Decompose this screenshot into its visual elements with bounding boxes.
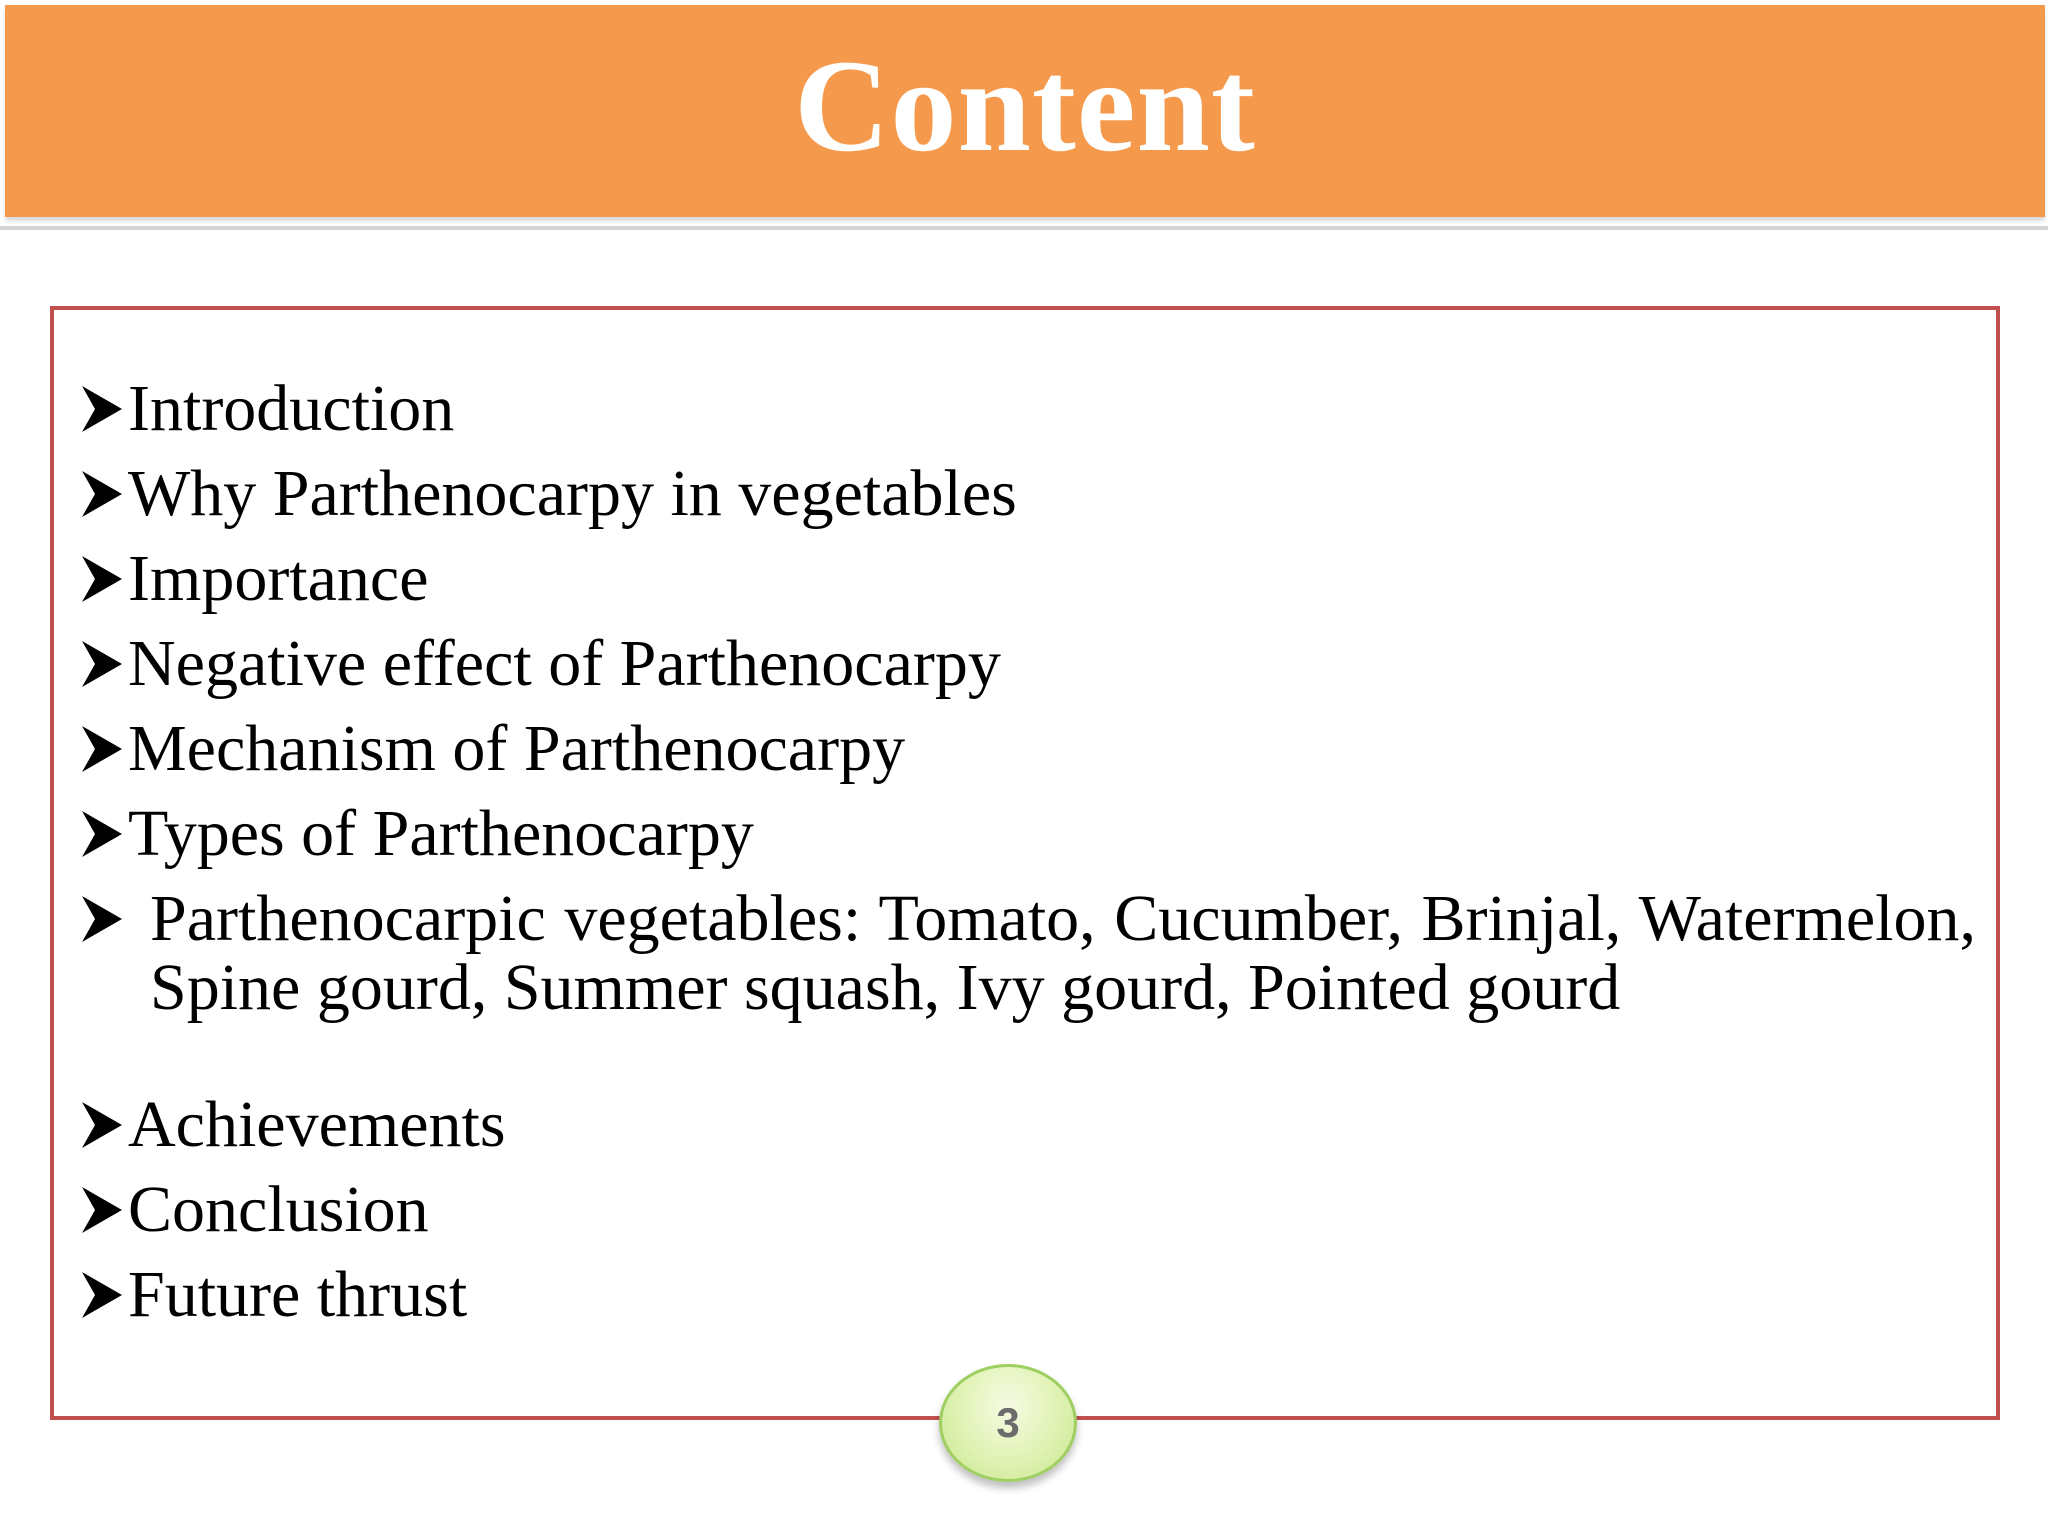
list-item-text: Types of Parthenocarpy (128, 797, 754, 870)
arrow-bullet-icon (80, 621, 128, 706)
arrow-bullet-icon (80, 1082, 128, 1167)
content-box (50, 306, 2000, 1420)
arrow-bullet-icon (80, 706, 128, 791)
list-item (80, 876, 1976, 1082)
list-item-text: Why Parthenocarpy in vegetables (128, 457, 1017, 530)
list-item (80, 451, 1976, 536)
list-item-text: Mechanism of Parthenocarpy (128, 712, 906, 785)
arrow-bullet-icon (80, 876, 150, 961)
arrow-bullet-icon (80, 366, 128, 451)
list-item-text: Negative effect of Parthenocarpy (128, 627, 1001, 700)
list-item (80, 791, 1976, 876)
list-item (80, 366, 1976, 451)
title-divider (0, 226, 2048, 230)
list-item-text: Future thrust (128, 1258, 468, 1331)
title-bar (5, 5, 2045, 217)
page-number-badge: 3 (939, 1364, 1077, 1482)
list-item (80, 706, 1976, 791)
arrow-bullet-icon (80, 536, 128, 621)
slide-title: Content (794, 32, 1256, 179)
arrow-bullet-icon (80, 451, 128, 536)
arrow-bullet-icon (80, 1252, 128, 1337)
list-item (80, 536, 1976, 621)
list-item-text: Achievements (128, 1088, 506, 1161)
list-item-text: Introduction (128, 372, 455, 445)
arrow-bullet-icon (80, 791, 128, 876)
list-item-text: Importance (128, 542, 429, 615)
list-item (80, 621, 1976, 706)
list-item-text: Conclusion (128, 1173, 429, 1246)
list-item (80, 1082, 1976, 1167)
content-list (80, 366, 1976, 1337)
list-item (80, 1252, 1976, 1337)
list-item (80, 1167, 1976, 1252)
arrow-bullet-icon (80, 1167, 128, 1252)
list-item-text: Parthenocarpic vegetables: Tomato, Cucumber, Brinjal, Watermelon, Spine gourd, Summer squash, Ivy gourd, Pointed gourd (150, 882, 1976, 1024)
